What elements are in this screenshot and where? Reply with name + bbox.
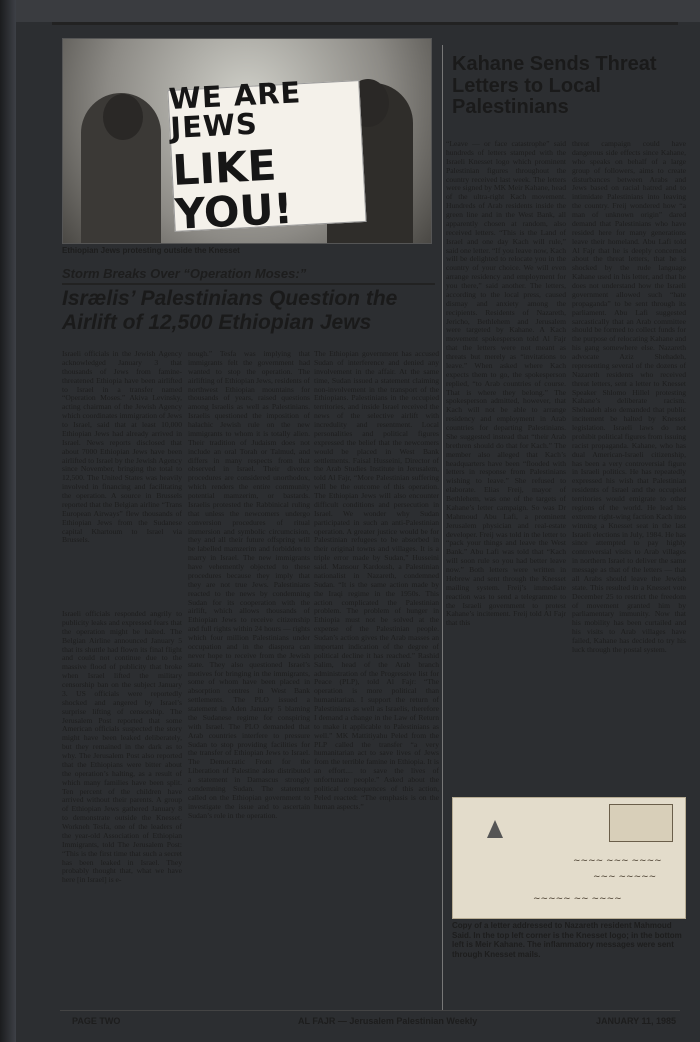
knesset-logo-icon <box>487 820 503 838</box>
article-headline: Isrælis’ Palestinians Question the Airlift of 12,500 Ethiopian Jews <box>62 287 398 335</box>
photo-caption: Ethiopian Jews protesting outside the Knesset <box>62 246 240 255</box>
footer-publication: AL FAJR — Jerusalem Palestinian Weekly <box>298 1016 478 1026</box>
letter-caption: Copy of a letter addressed to Nazareth resident Mahmoud Said. In the top left corner is the Knesset logo; in the bottom left is Meir Kahane. The inflammatory messages were sent through Knesset mails. <box>452 921 682 959</box>
article-column-3: The Ethiopian government has accused Sudan of interference and denied any involvement in the affair. At the same time, Sudan issued a statement claiming non-involvement in the transport of the Ethiopians. Palestinians in the occupied territories, and inside Israel received the news of the selective airlift with incredulity and resentment. Local personalities and political figures expressed the belief that the newcomers would be placed in West Bank settlements. Faisal Husseini, Director of the Arab Studies Institute in Jerusalem, told Al Fajr, “More Palestinian suffering will be the outcome of this operation. The Ethiopian Jews will also encounter difficult conditions and persecution in Israel. We wonder why Sudan participated in such an anti-Palestinian operation. A greater justice would be for Palestinian refugees to be absorbed in their original towns and villages. It is a triple error made by Sudan,” Husseini said. Mansour Kardoush, a Palestinian nationalist in Nazareth, condemned Sudan. “It is the same action made by the Iraqi regime in the 1950s. This action complicated the Palestinian problem. The problem of hunger in Ethiopia must not be solved at the expense of the Palestinian people. Sudan’s action gives the Arab masses an important indication of the degree of political decline it has reached.” Rashid Salim, head of the Arab branch administration of the Progressive list for Peace (PLP), told Al Fajr: “The operation is more political than humanitarian. I support the return of Palestinians as well as Israelis, therefore I demand a change in the Law of Return to make it applicable to Palestinians as well.” MK Mattitiyahu Peled from the PLP called the transfer “a very humanitarian act to save lives of Jews from the terrible famine in Ethiopia. It is an effort.... to save the lives of unfortunate people.” Asked about the political consequences of this action, Peled reacted: “The emphasis is on the human aspects.” <box>314 350 439 811</box>
scan-binding <box>0 0 16 1042</box>
sign-line-2: LIKE YOU! <box>171 140 294 239</box>
kahane-column-2: threat campaign could have dangerous side effects since Kahane, who speaks on behalf of a large group of followers, aims to create disturbances between Arabs and Jews based on racial hatred and to intimidate Palestinians into leaving the country. Freij wondered how “a man of unknown origin” dared demand that Palestinians who have resided here for many generations leave their homeland. Abu Lafi told Al Fajr that he is deeply concerned about the threat letters, that he is shocked by the rude language Kahane used in his letter, and that he does not understand how the Israeli government allowed such “hate propaganda” to be sent through its parliament. Abu Lafi suggested sarcastically that an Arab committee should be formed to collect funds for the purpose of relocating Kahane and his gang somewhere else. Nazareth advocate Aziz Shehadeh, representing several of the dozens of Nazareth residents who received threat letters, sent a letter to Knesset Speaker Shlomo Hillel protesting Kahane’s deliberate racism. Shehadeh also demanded that public incitement be halted by Knesset legislation. Israeli laws do not prohibit political figures from issuing racist propaganda. Kahane, who has dual American-Israeli citizenship, has been a very controversial figure in Israeli politics. He has repeatedly expressed his wish that Palestinian residents of Israel and the occupied territories would emigrate to other regions of the world. He lead his extreme right-wing faction Kach into winning a Knesset seat in the last Israeli elections in July, 1984. He has since attempted to pay highly controversial visits to Arab villages in northern Israel to deliver the same message as that of the letters — that all Arabs should leave the Jewish state. This resulted in a Knesset vote December 25 to restrict the freedom of movement granted him by parliamentary immunity. Now that his mobility has been curtailed and his visits to Arab villages have failed, Kahane has decided to try his luck through the postal system. <box>572 140 686 654</box>
footer-page: PAGE TWO <box>72 1016 121 1026</box>
article-column-2: nough.” Tesfa was implying that immigrants felt the government had wanted to stop the operation. The airlifting of Ethiopian Jews, residents of northwest Ethiopian mountains for thousands of years, raised questions among Israelis as well as Palestinians. Israelis questioned the imposition of halachic Jewish rule on the new immigrants to whom it is totally alien. Their tradition of Judaism does not include an oral Torah or Talmud, and differs in many respects from that observed in Israel. Their divorce procedures are considered unorthodox, which renders the entire community potential mamzerim, or bastards. Israelis protested the Rabbinical ruling that unless the newcomers undergo conversion procedures of ritual immersion and symbolic circumcision, they and all their future offspring will be labelled mamzerim and forbidden to marry in Israel. The new immigrants have vehemently objected to these procedures because they imply that they are not true Jews. Palestinians reacted to the news by condemning Sudan for its cooperation with the airlift, which allows thousands of Ethiopian Jews to receive citizenship and full rights within 24 hours — rights which four million Palestinians under occupation and in the diaspora can never hope to receive from the Jewish state. They also questioned Israel’s motives for bringing in the immigrants, some of whom have been placed in absorption centres in West Bank settlements. The PLO issued a statement in Aden January 5 blaming the Sudanese regime for conspiring with Israel. The PLO demanded that Arab countries interfere to pressure Sudan to stop providing facilities for the transfer of Ethiopian Jews to Israel. The Democratic Front for the Liberation of Palestine also distributed a statement in Damascus strongly condemning Sudan. The statement called on the Ethiopian government to investigate the issue and to ascertain Sudan’s role in the operation. <box>188 350 310 820</box>
postage-stamp <box>609 804 673 842</box>
kahane-column-1: “Leave — or face catastrophe” said hundreds of letters stamped with the Israeli Knesset logo which prominent Palestinian figures throughout the country received last week. The letters were signed by MK Meir Kahane, head of the ultra-right Kach movement. Hundreds of Arab residents inside the green line and in the West Bank, all apparently chosen at random, also received letters. “This is the Land of Israel and one day Kach will rule,” said one letter. “If you leave now, Kach will be delighted to relocate you in the country of your choice. We will even arrange residency and employment for you there,” said another. The letters, according to the local press, caused dismay and anxiety among the recipients. Residents of Nazareth, Jericho, Bethlehem and Jerusalem were targeted by Kahane. A Kach movement spokesperson told Al Fajr that the letters were not meant as threats but merely as “invitations to leave.” When asked where Kach expects them to go, the spokesperson replied, “to Arab countries of course. That is where they belong.” The spokesperson admitted, however, that Kach will not be able to arrange residency and employment in Arab countries for departing Palestinians. She suggested instead that “their Arab brethren should do that for Kach.” The member also alleged that Kach’s headquarters have been “flooded with letters in response from Palestinians wishing to leave.” She refused to elaborate. Elias Freij, mayor of Bethlehem, was one of the targets of Kahane’s letter campaign. So was Dr Mahmoud Abu Lafi, a prominent Jerusalem physician and real-estate developer. Freij was told in the letter to “pack your things and leave the West Bank.” Abu Lafi was told that “Kach will soon rule so you had better leave now.” Both letters were written in Hebrew and sent through the Knesset mailing system. Freij’s immediate reaction was to send a telegramme to the Israeli government to protest Kahane’s incitement. Freij told Al Fajr that this <box>446 140 566 628</box>
footer-date: JANUARY 11, 1985 <box>596 1016 677 1026</box>
article-column-1: Israeli officials in the Jewish Agency acknowledged January 3 that thousands of Jews from famine-threatened Ethiopia have been airlifted to Israel in a transfer named “Operation Moses.” Akiva Levinsky, acting chairman of the Jewish Agency which coordinates immigration of Jews to Israel, said that at least 10,000 Ethiopian Jews had already arrived in Israel. News reports disclosed that about 7000 Ethiopian Jews have been airlifted to Israel by the Jewish Agency since November, bringing the total to 12,500. The United States was heavily involved in financing and facilitating the operation. A source in Brussels reported that the Belgian airline “Trans European Airways” flew thousands of Ethiopian Jews from the Sudanese capital Khartoum to Israel via Brussels. <box>62 350 182 545</box>
protest-sign <box>167 75 366 239</box>
kahane-headline: Kahane Sends Threat Letters to Local Palestinians <box>452 53 657 119</box>
handwriting-line: ~~~ ~~~~~ <box>593 872 657 882</box>
protest-photo <box>62 38 432 244</box>
handwriting-line: ~~~~~ ~~ ~~~~ <box>533 894 622 904</box>
sign-line-1: WE ARE JEWS <box>167 75 303 145</box>
column-divider <box>442 45 443 1010</box>
kahane-letter-image <box>452 797 686 919</box>
article-subhead: Storm Breaks Over “Operation Moses:” <box>62 266 307 281</box>
scan-top-edge <box>0 0 700 22</box>
protester-left-head <box>103 94 143 140</box>
headline-rule <box>62 283 435 285</box>
top-rule <box>52 22 678 25</box>
article-column-1-continued: Israeli officials responded angrily to publicity leaks and expressed fears that the operation might be halted. The Belgian Airline announced January 5 that its shuttle had flown its final flight and could not continue due to the massive flood of publicity that broke when Israel lifted the military censorship ban on the subject January 3. US officials were reportedly shocked and angered by Israel’s surprise lifting of censorship. The Jerusalem Post reported that some American officials suspected the story might have been leaked deliberately, but they remained in the dark as to why. The Jerusalem Post also reported that the Ethiopians were bitter about the operation’s halting, as a result of which many families have been split. Ten percent of the children have arrived without their parents. A group of Ethiopian Jews gathered January 8 to demonstrate outside the Knesset. Workneh Tesfa, one of the leaders of the year-old Association of Ethiopian Immigrants, told The Jerusalem Post: “This is the first time that such a secret has been leaked in Israel. They probably thought that, what we have here [in Israel] is e- <box>62 610 182 885</box>
handwriting-line: ~~~~ ~~~ ~~~~ <box>573 856 662 866</box>
footer-rule <box>60 1010 680 1011</box>
